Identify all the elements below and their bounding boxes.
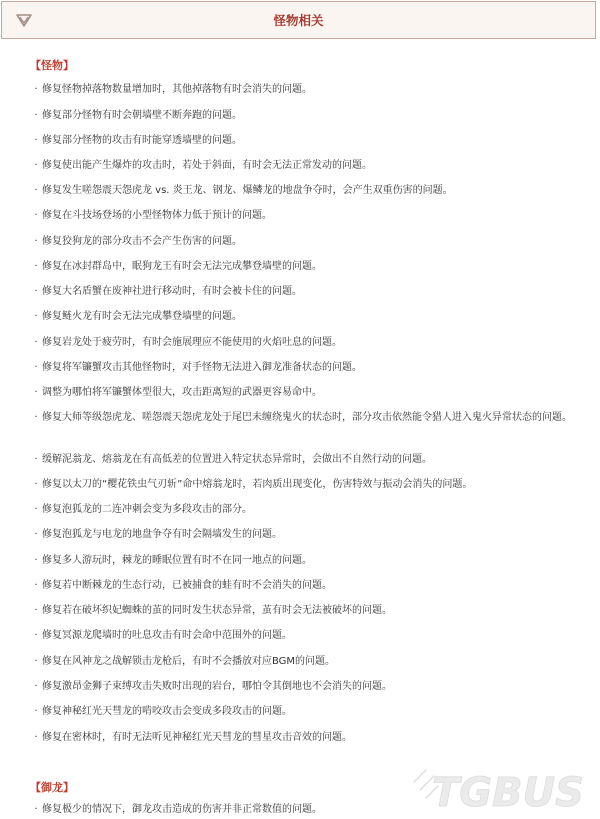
list-item: · 修复在风神龙之战解锁击龙枪后，有时不会播放对应BGM的问题。: [34, 656, 336, 667]
list-item: · 修复泡狐龙的二连冲刺会变为多段攻击的部分。: [34, 504, 252, 515]
list-item: · 修复在冰封群岛中，眠狗龙王有时会无法完成攀登墙壁的问题。: [34, 261, 322, 272]
list-item: · 修复大师等级怨虎龙、嗟怨震天怨虎龙处于尾巴未缠绕鬼火的状态时，部分攻击依然能令猎人进入鬼火异常状态的问题。: [34, 412, 572, 423]
header-title: 怪物相关: [273, 13, 324, 28]
list-item: · 修复岩龙处于疲劳时，有时会施展理应不能使用的火焰吐息的问题。: [34, 337, 342, 348]
list-item: · 修复神秘红光天彗龙的啃咬攻击会变成多段攻击的问题。: [34, 706, 292, 717]
list-item: · 修复极少的情况下，御龙攻击造成的伤害并非正常数值的问题。: [34, 804, 322, 815]
section-title-monster: 【怪物】: [30, 59, 74, 72]
list-item: · 修复在密林时，有时无法听见神秘红光天彗龙的彗星攻击音效的问题。: [34, 732, 352, 743]
list-item: · 修复部分怪物的攻击有时能穿透墙壁的问题。: [34, 135, 242, 146]
watermark-logo: [408, 760, 598, 816]
list-item: · 修复将军镰蟹攻击其他怪物时，对手怪物无法进入御龙准备状态的问题。: [34, 362, 362, 373]
list-item: · 缓解泥翁龙、熔翁龙在有高低差的位置进入特定状态异常时，会做出不自然行动的问题。: [34, 454, 432, 465]
list-item: · 修复若在破坏织妃蜘蛛的茧的同时发生状态异常，茧有时会无法被破坏的问题。: [34, 605, 392, 616]
list-item: · 修复多人游玩时，棘龙的睡眠位置有时不在同一地点的问题。: [34, 555, 312, 566]
list-item: · 修复在斗技场登场的小型怪物体力低于预计的问题。: [34, 210, 272, 221]
list-item: · 修复激昂金狮子束缚攻击失败时出现的岩台，哪怕令其倒地也不会消失的问题。: [34, 681, 392, 692]
list-item: · 修复以太刀的“樱花铁虫气刃斩”命中熔翁龙时，若肉质出现变化，伤害特效与振动会消失的问题。: [34, 479, 473, 490]
list-item: · 修复若中断棘龙的生态行动，已被捕食的蛙有时不会消失的问题。: [34, 580, 332, 591]
section-title-riding: 【御龙】: [30, 781, 74, 794]
watermark-text: TGBUS: [432, 770, 584, 816]
list-item: · 修复狡狗龙的部分攻击不会产生伤害的问题。: [34, 236, 242, 247]
list-item: · 修复怪物掉落物数量增加时，其他掉落物有时会消失的问题。: [34, 84, 312, 95]
list-item: · 修复鲢火龙有时会无法完成攀登墙壁的问题。: [34, 311, 242, 322]
list-item: · 修复冥源龙爬墙时的吐息攻击有时会命中范围外的问题。: [34, 630, 292, 641]
list-item: · 修复使出能产生爆炸的攻击时，若处于斜面，有时会无法正常发动的问题。: [34, 160, 372, 171]
list-item: · 修复部分怪物有时会朝墙壁不断奔跑的问题。: [34, 110, 242, 121]
list-item: · 修复发生嗟怨震天怨虎龙 vs. 炎王龙、钢龙、爆鳞龙的地盘争夺时，会产生双重伤害的问题。: [34, 185, 453, 196]
section-header-monster[interactable]: [1, 1, 596, 39]
list-item: · 调整为哪怕将军镰蟹体型很大，攻击距离短的武器更容易命中。: [34, 387, 322, 398]
list-item: · 修复大名盾蟹在废神社进行移动时，有时会被卡住的问题。: [34, 286, 302, 297]
list-item: · 修复泡狐龙与电龙的地盘争夺有时会隔墙发生的问题。: [34, 529, 282, 540]
